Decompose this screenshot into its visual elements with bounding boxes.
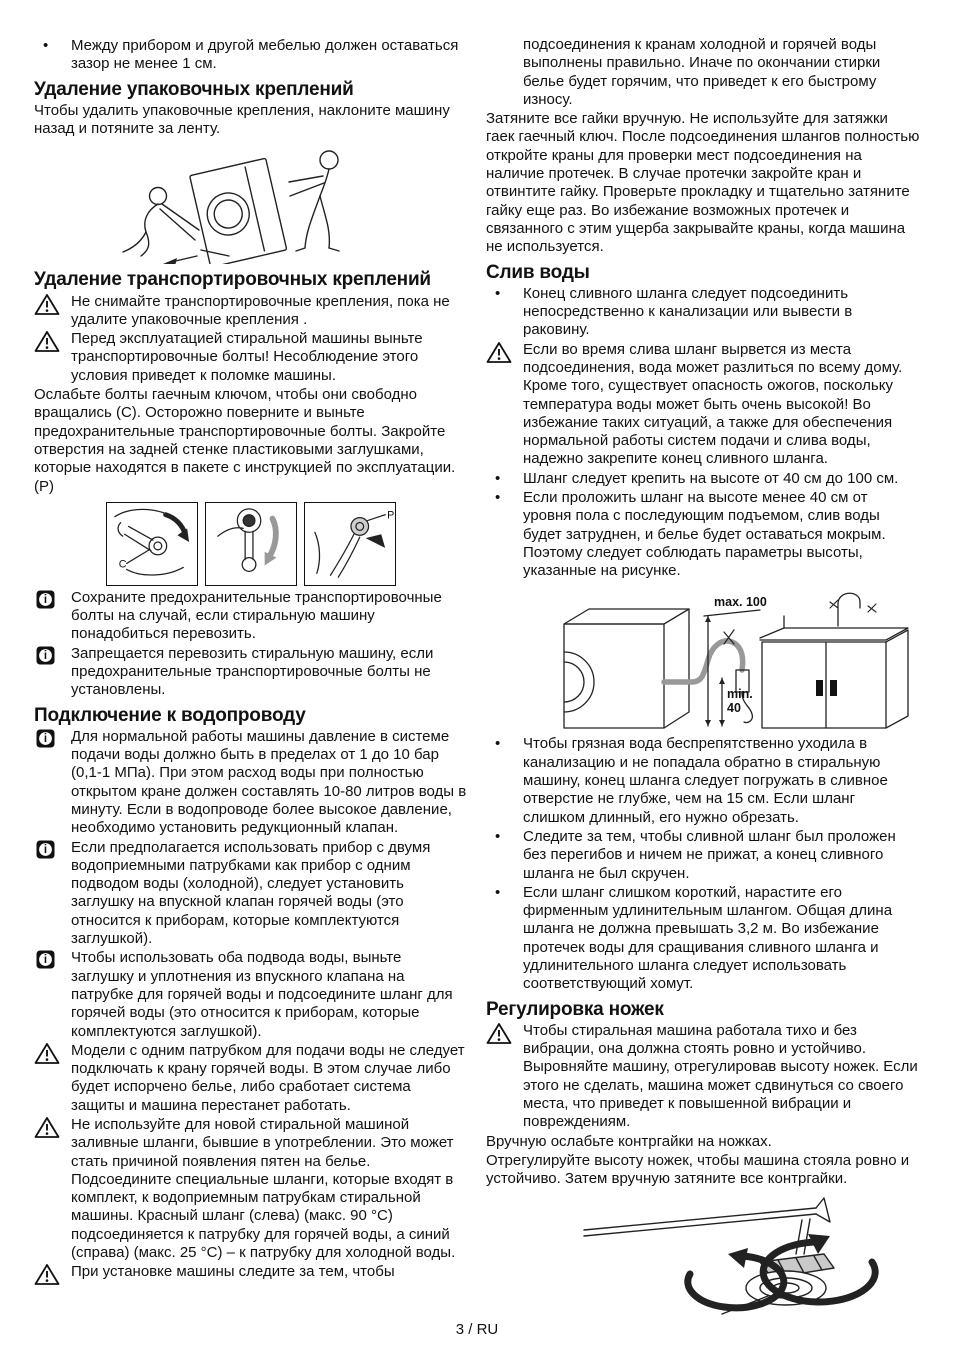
label-c: C (118, 558, 127, 571)
warning-text: Чтобы стиральная машина работала тихо и без вибрации, она должна стоять ровно и устойчиво. Выровняйте машину, отрегулировав высоту ножек. Если этого не сделать, машина может сдвинуться со своего места, что приведет к повышенной вибрации и повреждениям. (523, 1021, 918, 1131)
warning-item-single-model (34, 1042, 468, 1115)
bullet-text: Если шланг слишком короткий, нарастите его фирменным удлинительным шлангом. Общая длина шланга не должна превышать 3,2 м. Во избежание протечек воды для сращивания сливного шланга и удлинительного шланга следует использовать соответствующий хомут. (523, 883, 893, 993)
warning-item-install-check (34, 1263, 468, 1286)
figure-remove-bolts (106, 502, 468, 586)
bullet-icon: • (495, 469, 501, 487)
warning-text: Модели с одним патрубком для подачи воды не следует подключать к крану горячей воды. В этом случае либо будет испорчено белье, либо сработает система защиты и машина перестанет работать. (71, 1041, 465, 1114)
para-loosen-locknuts: Вручную ослабьте контргайки на ножках. (486, 1132, 772, 1150)
info-text: Чтобы использовать оба подвода воды, выньте заглушку и уплотнения из впускного клапана на патрубке для горячей воды и подсоедините шланг для горячей воды (это относится к приборам, которые комплектуются заглушкой). (71, 949, 453, 1040)
info-item-keep-bolts (34, 589, 468, 644)
info-item-single-inlet (34, 839, 468, 949)
para-tighten-nuts: Затяните все гайки вручную. Не используйте для затяжки гаек гаечный ключ. После подсоединения шлангов полностью откройте краны для проверки мест подсоединения на наличие протечек. В случае протечки закройте кран и отвинтите гайку. Проверьте прокладку и тщательно затяните гайку еще раз. Во избежание возможных протечек и связанного с этим ущерба закрывайте краны, когда машина не используется. (486, 110, 920, 256)
bullet-icon: • (495, 827, 501, 845)
label-max-100: max. 100 (714, 595, 767, 610)
figure-foot-adjust (572, 1196, 902, 1316)
bolt-panel-pull (205, 502, 297, 586)
para-loosen-bolts: Ослабьте болты гаечным ключом, чтобы они свободно вращались (C). Осторожно поверните и выньте предохранительные транспортировочные болты. Закройте отверстия на задней стенке пластиковыми заглушками, которые находятся в пакете с инструкцией по эксплуатации. (P) (34, 386, 456, 495)
label-p: P (387, 509, 395, 522)
warning-item-before-use (34, 330, 468, 385)
warning-triangle-icon (486, 341, 523, 469)
bullet-text: Если проложить шланг на высоте менее 40 см от уровня пола с последующим подъемом, слив воды будет затруднен, и белье будет оставаться мокрым. Поэтому следует соблюдать параметры высоты, указанные на рисунке. (523, 489, 886, 580)
info-icon (34, 589, 71, 644)
warning-item-drain (486, 341, 920, 469)
bullet-icon: • (495, 284, 501, 302)
info-letter: i (43, 649, 48, 662)
info-text: Для нормальной работы машины давление в системе подачи воды должно быть в пределах от 1 до 10 бар (0,1-1 МПа). При этом расход воды при полностью открытом кране должен составлять 10-80 литров воды в минуту. Если в водопроводе более высокое давление, необходимо установить редукционный клапан. (71, 727, 467, 837)
bullet-icon: • (43, 37, 49, 54)
drain-drawing (564, 594, 908, 729)
warning-item-level (486, 1022, 920, 1132)
para-adjust-feet: Отрегулируйте высоту ножек, чтобы машина стояла ровно и устойчиво. Затем вручную затяните все контргайки. (486, 1151, 910, 1188)
bullet-text: Чтобы грязная вода беспрепятственно уходила в канализацию и не попадала обратно в стиральную машину, конец шланга следует погружать в сливное отверстие не глубже, чем на 15 см. Если шланг слишком длинный, его нужно обрезать. (523, 735, 888, 826)
info-item-no-transport (34, 645, 468, 700)
bolt-panel-plug (304, 502, 396, 586)
left-column (34, 36, 468, 1316)
figure-tilt-machine (105, 146, 397, 264)
warning-text: При установке машины следите за тем, чтобы (71, 1263, 395, 1281)
bullet-item-height (486, 470, 920, 488)
bullet-text: Между прибором и другой мебелью должен оставаться зазор не менее 1 см. (71, 37, 459, 73)
heading-feet-adjustment: Регулировка ножек (486, 998, 664, 1020)
warning-triangle-icon (34, 1116, 71, 1262)
info-text: Запрещается перевозить стиральную машину, если предохранительные транспортировочные болты не установлены. (71, 644, 434, 699)
warning-text: Не снимайте транспортировочные крепления, пока не удалите упаковочные крепления . (71, 292, 450, 328)
bullet-text: Конец сливного шланга следует подсоединить непосредственно к канализации или вывести в раковину. (523, 284, 853, 339)
tilt-machine-drawing (123, 151, 339, 264)
bullet-icon: • (495, 489, 501, 506)
info-letter: i (43, 843, 48, 856)
page-number: 3 / RU (455, 1321, 499, 1338)
warning-triangle-icon (486, 1022, 523, 1132)
warning-item-no-remove (34, 293, 468, 330)
para-remove-packaging: Чтобы удалить упаковочные крепления, наклоните машину назад и потяните за ленту. (34, 101, 450, 138)
info-letter: i (43, 732, 48, 745)
warning-text: Перед эксплуатацией стиральной машины выньте транспортировочные болты! Несоблюдение этого условия приведет к поломке машины. (71, 330, 423, 384)
heading-drain-water: Слив воды (486, 261, 590, 283)
warning-triangle-icon (34, 1263, 71, 1286)
bullet-item-clearance (34, 37, 468, 74)
para-connections-continued: подсоединения к кранам холодной и горячей воды выполнены правильно. Иначе по окончании стирки белье будет горячим, что приведет к его быстрому износу. (523, 36, 881, 108)
right-column (486, 36, 920, 1316)
bolt-panel-wrench (106, 502, 198, 586)
bullet-text: Шланг следует крепить на высоте от 40 см до 100 см. (523, 469, 899, 487)
warning-triangle-icon (34, 293, 71, 330)
info-text: Сохраните предохранительные транспортировочные болты на случай, если стиральную машину понадобиться перевозить. (71, 588, 442, 643)
bullet-item-kinks (486, 828, 920, 883)
warning-text: Не используйте для новой стиральной машиной заливные шланги, бывшие в употреблении. Это может стать причиной появления пятен на белье. Подсоедините специальные шланги, которые входят в комплект, к водоприемным патрубкам стиральной машины. Красный шланг (слева) (макс. 90 °C) подсоединяется к патрубку для горячей воды, а синий (справа) (макс. 25 °C) – к патрубку для холодной воды. (71, 1115, 456, 1262)
bullet-item-connect (486, 285, 920, 340)
heading-remove-transport: Удаление транспортировочных креплений (34, 269, 431, 291)
info-icon (34, 645, 71, 700)
info-letter: i (43, 954, 48, 967)
label-40: 40 (727, 701, 741, 716)
bullet-text: Следите за тем, чтобы сливной шланг был проложен без перегибов и ничем не прижат, а конец сливного шланга не был скручен. (523, 827, 896, 882)
info-icon (34, 949, 71, 1040)
bullet-item-depth (486, 735, 920, 826)
warning-triangle-icon (34, 1042, 71, 1115)
warning-item-old-hoses (34, 1116, 468, 1262)
warning-triangle-icon (34, 330, 71, 385)
heading-remove-packaging: Удаление упаковочных креплений (34, 78, 354, 100)
info-icon (34, 839, 71, 949)
info-item-pressure (34, 728, 468, 838)
warning-text: Если во время слива шланг вырвется из места подсоединения, вода может разлиться по всему дому. Кроме того, существует опасность ожогов, поскольку температура воды может быть очень высокой! Во избежание таких ситуаций, а также для обеспечения нормальной работы систем подачи и слива воды, надежно закрепите конец сливного шланга. (523, 340, 903, 468)
info-letter: i (43, 593, 48, 606)
label-min: min. (727, 687, 753, 702)
info-icon (34, 728, 71, 838)
bullet-icon: • (495, 735, 501, 753)
bullet-icon: • (495, 883, 501, 901)
figure-drain-height (546, 586, 918, 732)
bullet-item-low (486, 489, 920, 580)
info-text: Если предполагается использовать прибор с двумя водоприемными патрубками как прибор с одним подводом воды (холодной), следует установить заглушку на впускной клапан горячей воды (это относится к приборам, которые комплектуются заглушкой). (71, 838, 431, 948)
heading-water-connection: Подключение к водопроводу (34, 704, 306, 726)
foot-drawing (584, 1198, 875, 1314)
info-item-both-inlets (34, 949, 468, 1040)
bullet-item-short-hose (486, 884, 920, 994)
